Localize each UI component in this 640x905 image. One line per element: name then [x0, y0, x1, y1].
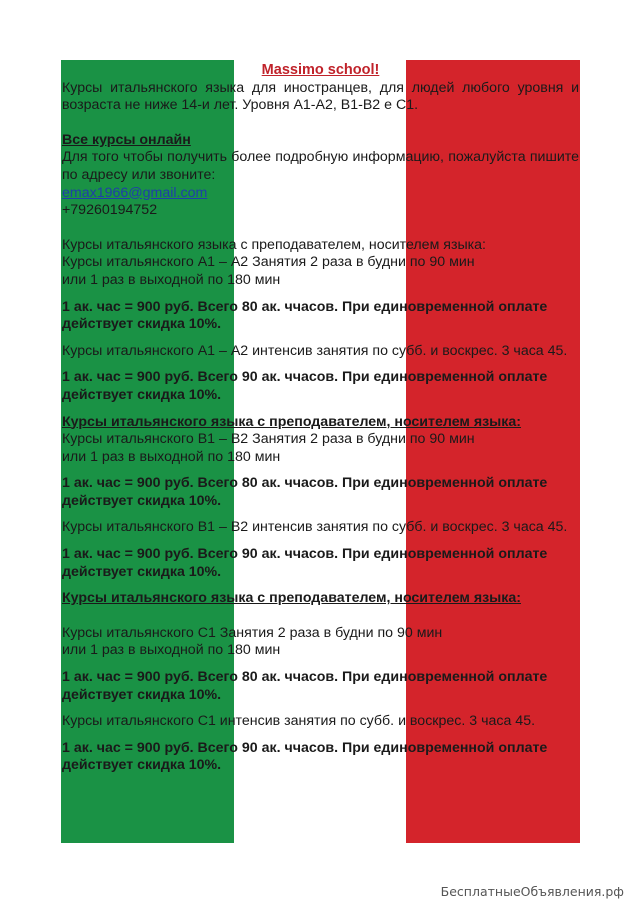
b1b2-regular-price: 1 ак. час = 900 руб. Всего 80 ак. ччасов. При единовременной оплате действует скидка 10%.: [62, 475, 548, 509]
c-section-heading: Курсы итальянского языка с преподавателем, носителем языка:: [62, 590, 521, 607]
c1-intensive: Курсы итальянского С1 интенсив занятия по субб. и воскрес. 3 часа 45.: [62, 713, 536, 730]
b1b2-intensive: Курсы итальянского В1 – В2 интенсив занятия по субб. и воскрес. 3 часа 45.: [62, 519, 568, 536]
b1b2-regular-line-2: или 1 раз в выходной по 180 мин: [62, 448, 281, 465]
b1b2-regular-line-1: Курсы итальянского В1 – В2 Занятия 2 раза в будни по 90 мин: [62, 431, 475, 448]
online-heading: Все курсы онлайн: [62, 131, 191, 148]
document-body: [62, 62, 579, 775]
c1-intensive-price: 1 ак. час = 900 руб. Всего 90 ак. ччасов. При единовременной оплате действует скидка 10%.: [62, 739, 548, 774]
b1b2-intensive-price: 1 ак. час = 900 руб. Всего 90 ак. ччасов. При единовременной оплате действует скидка 10%.: [62, 546, 548, 580]
a1a2-regular-line-1: Курсы итальянского А1 – А2 Занятия 2 раза в будни по 90 мин: [62, 254, 475, 271]
intro-text: Курсы итальянского языка для иностранцев, для людей любого уровня и возраста не ниже 14-и лет. Уровня А1-А2, В1-В2 е С1.: [62, 79, 579, 114]
school-title: Massimo school!: [261, 62, 380, 78]
b-section-heading: Курсы итальянского языка с преподавателем, носителем языка:: [62, 413, 521, 430]
c1-regular-line-2: или 1 раз в выходной по 180 мин: [62, 642, 281, 659]
a1a2-regular-price: 1 ак. час = 900 руб. Всего 80 ак. ччасов. При единовременной оплате действует скидка 10%.: [62, 298, 548, 333]
email-link[interactable]: emax1966@gmail.com: [62, 184, 208, 201]
a1a2-regular-line-2: или 1 раз в выходной по 180 мин: [62, 271, 281, 288]
teacher-line: Курсы итальянского языка с преподавателем, носителем языка:: [62, 236, 486, 253]
c1-regular-line-1: Курсы итальянского С1 Занятия 2 раза в будни по 90 мин: [62, 624, 443, 641]
contact-text: Для того чтобы получить более подробную информацию, пожалуйста пишите по адресу или звоните:: [62, 149, 579, 183]
c1-regular-price: 1 ак. час = 900 руб. Всего 80 ак. ччасов. При единовременной оплате действует скидка 10%.: [62, 669, 548, 703]
phone-number: +79260194752: [62, 202, 158, 219]
a1a2-intensive: Курсы итальянского А1 – А2 интенсив занятия по субб. и воскрес. 3 часа 45.: [62, 342, 568, 359]
a1a2-intensive-price: 1 ак. час = 900 руб. Всего 90 ак. ччасов. При единовременной оплате действует скидка 10%.: [62, 369, 548, 403]
site-watermark: БесплатныеОбъявления.рф: [440, 884, 624, 899]
